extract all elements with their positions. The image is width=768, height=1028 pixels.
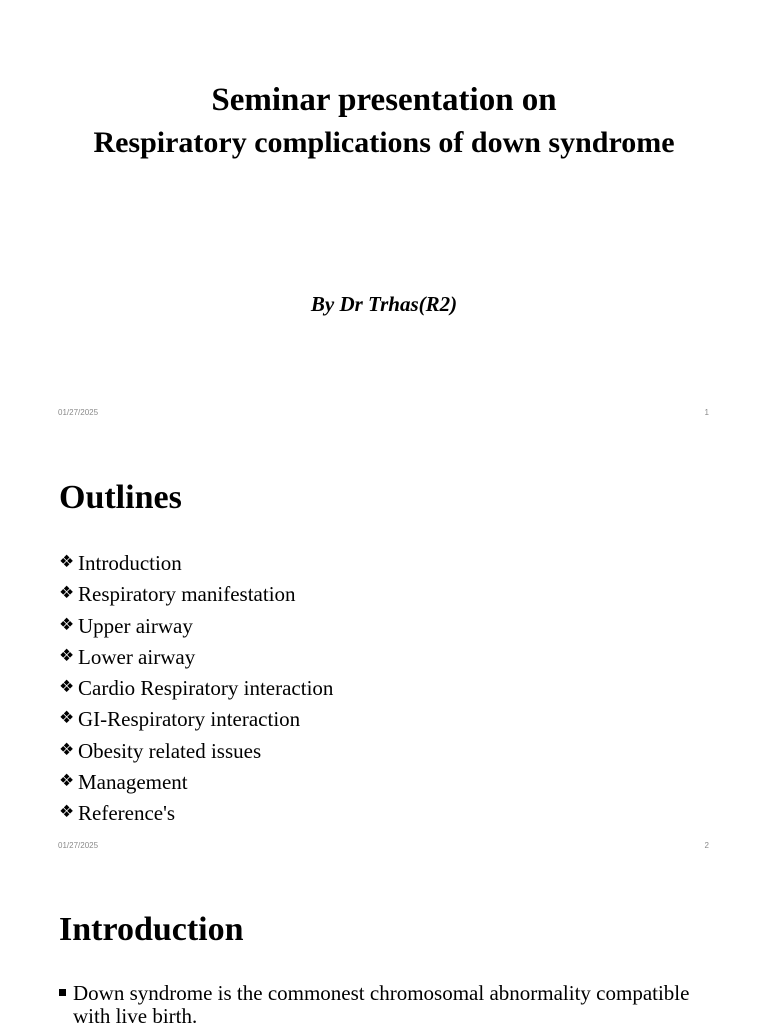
outline-list	[59, 547, 333, 829]
diamond-bullet-icon: ❖	[59, 708, 75, 729]
slide-title-line2: Respiratory complications of down syndrome	[93, 126, 675, 159]
slide-heading: Outlines	[59, 479, 182, 516]
slide-3	[0, 866, 768, 1028]
diamond-bullet-icon: ❖	[59, 614, 75, 635]
slide-heading: Introduction	[59, 911, 244, 948]
author-byline: By Dr Trhas(R2)	[310, 292, 458, 316]
list-item: ❖ Lower airway	[59, 641, 333, 672]
list-item: ❖ Management	[59, 766, 333, 797]
footer-date: 01/27/2025	[58, 408, 99, 417]
diamond-bullet-icon: ❖	[59, 645, 75, 666]
square-bullet-icon	[59, 989, 66, 996]
slide-title-line1: Seminar presentation on	[211, 82, 557, 118]
footer-date: 01/27/2025	[58, 841, 99, 850]
diamond-bullet-icon: ❖	[59, 802, 75, 823]
diamond-bullet-icon: ❖	[59, 677, 75, 698]
list-item: ❖ GI-Respiratory interaction	[59, 703, 333, 734]
diamond-bullet-icon: ❖	[59, 583, 75, 604]
list-item: Down syndrome is the commonest chromosomal abnormality compatible with live birth.	[59, 982, 719, 1028]
intro-list	[59, 982, 719, 1028]
list-item: ❖ Reference's	[59, 797, 333, 828]
list-item: ❖ Introduction	[59, 547, 333, 578]
diamond-bullet-icon: ❖	[59, 739, 75, 760]
list-item: ❖ Upper airway	[59, 610, 333, 641]
list-item: ❖ Cardio Respiratory interaction	[59, 672, 333, 703]
diamond-bullet-icon: ❖	[59, 771, 75, 792]
diamond-bullet-icon: ❖	[59, 552, 75, 572]
slide-2	[0, 433, 768, 866]
page-number: 2	[704, 841, 709, 850]
list-item: ❖ Respiratory manifestation	[59, 578, 333, 609]
page-number: 1	[704, 408, 709, 417]
list-item: ❖ Obesity related issues	[59, 735, 333, 766]
slide-1	[0, 0, 768, 433]
